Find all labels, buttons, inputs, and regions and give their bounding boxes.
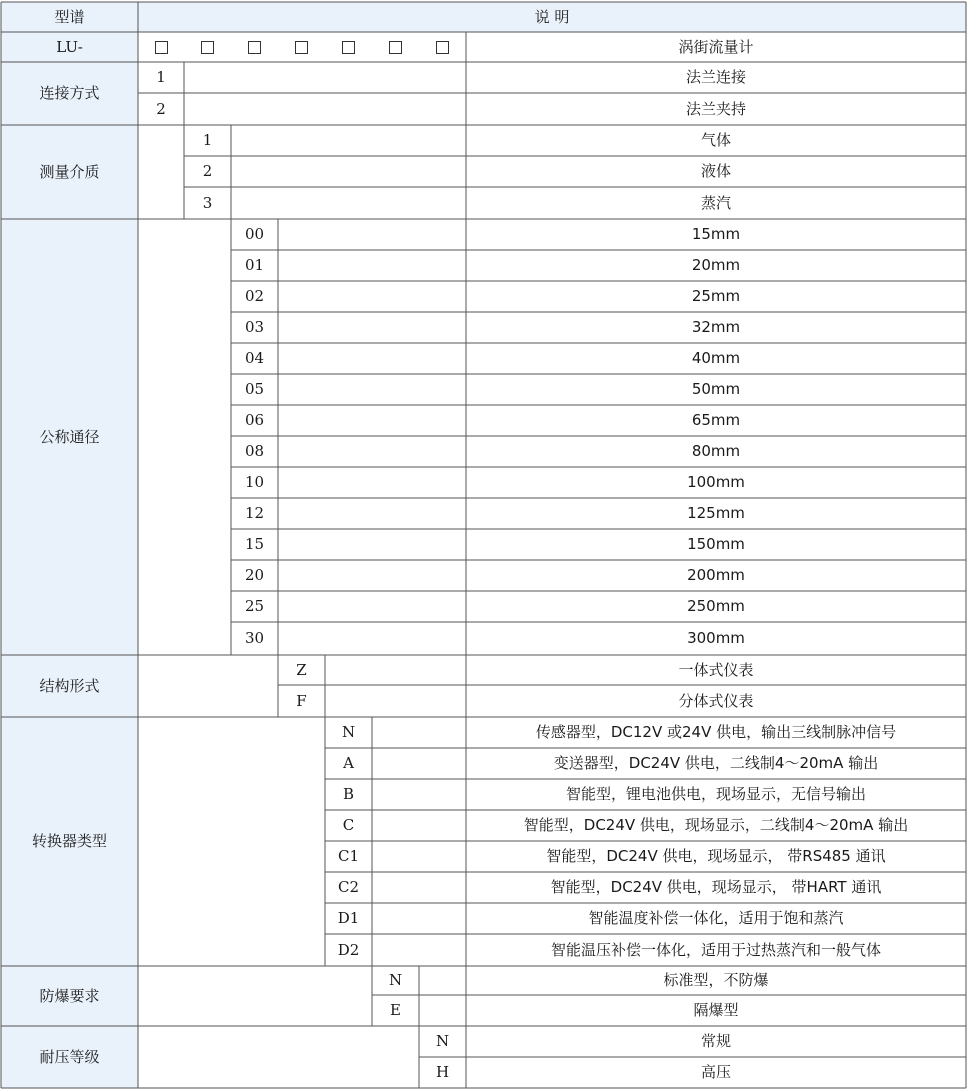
option-code: C2 <box>337 878 360 896</box>
option-description: 50mm <box>691 380 741 398</box>
option-code: 3 <box>202 193 213 212</box>
option-code: 25 <box>244 597 265 615</box>
option-code: 05 <box>244 380 265 398</box>
model-description: 涡街流量计 <box>678 37 754 56</box>
option-description: 65mm <box>691 411 741 429</box>
option-code: 15 <box>244 535 265 553</box>
model-placeholder-box-cell <box>278 32 325 62</box>
option-description: 蒸汽 <box>700 193 731 212</box>
option-code: 1 <box>156 68 166 86</box>
model-placeholder-box-cell <box>184 32 231 62</box>
option-code: 06 <box>244 411 265 429</box>
option-description: 15mm <box>691 225 741 243</box>
option-code: 01 <box>244 256 265 274</box>
option-description: 法兰夹持 <box>685 99 746 118</box>
option-code: C <box>342 816 355 834</box>
placeholder-box-icon <box>436 41 449 54</box>
option-description: 智能型，DC24V 供电，现场显示， 带RS485 通讯 <box>546 847 886 865</box>
option-code: H <box>435 1063 450 1081</box>
placeholder-box-icon <box>155 41 168 54</box>
option-description: 250mm <box>687 597 745 615</box>
option-description: 常规 <box>700 1032 731 1050</box>
option-description: 200mm <box>687 566 745 584</box>
section-label: 转换器类型 <box>31 832 107 850</box>
option-description: 智能温压补偿一体化，适用于过热蒸汽和一般气体 <box>550 940 881 959</box>
header-description-label: 说 明 <box>534 7 570 26</box>
option-code: F <box>296 691 307 710</box>
option-code: B <box>342 785 355 803</box>
option-description: 智能型，DC24V 供电，现场显示， 带HART 通讯 <box>550 878 882 896</box>
placeholder-box-icon <box>201 41 214 54</box>
option-description: 一体式仪表 <box>678 660 754 679</box>
option-code: 04 <box>244 349 265 367</box>
option-code: 2 <box>156 99 166 118</box>
option-description: 分体式仪表 <box>678 691 754 710</box>
option-description: 80mm <box>691 442 741 460</box>
option-code: A <box>343 754 354 772</box>
section-label: 防爆要求 <box>39 986 100 1005</box>
section-label: 公称通径 <box>39 427 100 446</box>
option-code: C1 <box>337 847 360 865</box>
option-code: N <box>341 723 356 741</box>
option-description: 气体 <box>700 131 731 149</box>
option-code: 20 <box>244 566 265 584</box>
option-code: Z <box>296 660 307 679</box>
option-description: 变送器型，DC24V 供电，二线制4～20mA 输出 <box>553 754 879 772</box>
model-placeholder-box-cell <box>138 32 184 62</box>
header-model-label: 型谱 <box>54 7 85 26</box>
option-description: 液体 <box>700 162 731 180</box>
option-description: 20mm <box>691 256 741 274</box>
placeholder-box-icon <box>342 41 355 54</box>
option-code: N <box>388 971 403 989</box>
option-description: 智能型，DC24V 供电，现场显示，二线制4～20mA 输出 <box>523 816 909 834</box>
model-prefix: LU- <box>56 37 83 56</box>
model-placeholder-box-cell <box>419 32 466 62</box>
option-description: 300mm <box>687 629 745 647</box>
option-description: 传感器型，DC12V 或24V 供电，输出三线制脉冲信号 <box>535 723 897 741</box>
model-placeholder-box-cell <box>231 32 278 62</box>
section-label: 连接方式 <box>39 84 100 102</box>
option-code: 1 <box>202 131 213 149</box>
section-label: 耐压等级 <box>39 1047 100 1066</box>
option-code: 00 <box>244 225 265 243</box>
placeholder-box-icon <box>295 41 308 54</box>
option-description: 25mm <box>691 287 741 305</box>
option-description: 智能温度补偿一体化，适用于饱和蒸汽 <box>588 909 844 927</box>
option-description: 32mm <box>691 318 741 336</box>
option-code: D2 <box>337 940 360 959</box>
option-code: 03 <box>244 318 265 336</box>
option-code: 08 <box>244 442 265 460</box>
option-description: 125mm <box>687 504 745 522</box>
option-code: 30 <box>244 629 265 647</box>
option-description: 法兰连接 <box>685 68 746 86</box>
option-code: N <box>435 1032 450 1050</box>
placeholder-box-icon <box>248 41 261 54</box>
option-code: 2 <box>202 162 213 180</box>
model-placeholder-box-cell <box>325 32 372 62</box>
model-placeholder-box-cell <box>372 32 419 62</box>
option-code: 12 <box>244 504 265 522</box>
option-description: 隔爆型 <box>693 1001 739 1019</box>
option-description: 40mm <box>691 349 741 367</box>
option-description: 150mm <box>687 535 745 553</box>
option-code: E <box>390 1001 401 1019</box>
section-label: 测量介质 <box>39 162 100 181</box>
option-code: 02 <box>244 287 265 305</box>
option-code: D1 <box>337 909 360 927</box>
option-description: 智能型，锂电池供电，现场显示，无信号输出 <box>565 785 866 803</box>
option-description: 高压 <box>700 1063 731 1081</box>
option-description: 100mm <box>687 473 745 491</box>
section-label: 结构形式 <box>39 676 100 695</box>
placeholder-box-icon <box>389 41 402 54</box>
option-code: 10 <box>244 473 265 491</box>
option-description: 标准型，不防爆 <box>663 971 769 989</box>
